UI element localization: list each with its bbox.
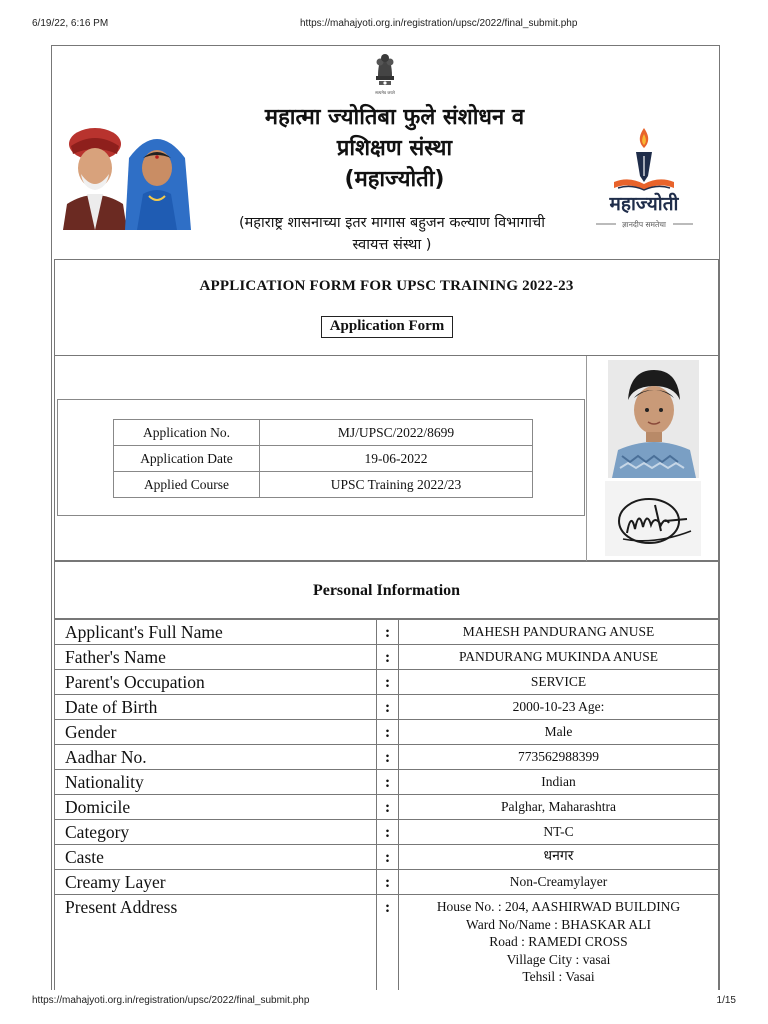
dob-value: 2000-10-23 Age:	[399, 695, 719, 720]
table-row	[55, 720, 719, 745]
separator: :	[377, 620, 399, 645]
logo-name: महाज्योती	[609, 193, 679, 215]
institute-subtitle-line2: स्वायत्त संस्था )	[352, 237, 432, 253]
address-line: Village City : vasai	[506, 951, 611, 967]
table-row	[55, 620, 719, 645]
separator: :	[377, 745, 399, 770]
institute-header	[52, 46, 719, 259]
separator: :	[377, 895, 399, 991]
institute-title-line1: महात्मा ज्योतिबा फुले संशोधन व	[264, 105, 525, 130]
institute-title-line2: प्रशिक्षण संस्था	[336, 136, 453, 161]
applicant-photo	[608, 360, 699, 478]
table-row	[55, 745, 719, 770]
full-name-value: MAHESH PANDURANG ANUSE	[399, 620, 719, 645]
form-subheading: Application Form	[321, 316, 453, 338]
emblem-caption: सत्यमेव जयते	[375, 90, 395, 95]
aadhar-value: 773562988399	[399, 745, 719, 770]
table-row	[55, 845, 719, 870]
address-line: House No. : 204, AASHIRWAD BUILDING	[436, 899, 681, 914]
application-info-section	[54, 356, 719, 561]
application-no-label: Application No.	[114, 420, 260, 446]
logo-tagline: ज्ञानदीप समतेचा	[621, 220, 667, 229]
creamy-layer-value: Non-Creamylayer	[399, 870, 719, 895]
present-address-label: Present Address	[55, 895, 377, 991]
application-sheet	[51, 45, 720, 990]
table-row	[55, 870, 719, 895]
separator: :	[377, 870, 399, 895]
gender-label: Gender	[55, 720, 377, 745]
print-header	[0, 0, 768, 40]
personal-info-heading: Personal Information	[312, 582, 461, 599]
category-label: Category	[55, 820, 377, 845]
separator: :	[377, 770, 399, 795]
application-info-frame	[57, 399, 585, 516]
separator: :	[377, 820, 399, 845]
print-url: https://mahajyoti.org.in/registration/upsc/2022/final_submit.php	[300, 18, 578, 29]
nationality-label: Nationality	[55, 770, 377, 795]
domicile-value: Palghar, Maharashtra	[399, 795, 719, 820]
address-line: Road : RAMEDI CROSS	[489, 934, 628, 949]
footer-url: https://mahajyoti.org.in/registration/upsc/2022/final_submit.php	[32, 995, 310, 1006]
table-row	[114, 446, 533, 472]
table-row	[55, 770, 719, 795]
father-name-label: Father's Name	[55, 645, 377, 670]
personal-info-heading-section	[54, 561, 719, 619]
national-emblem-icon	[370, 48, 400, 98]
institute-title-line3: (महाज्योती)	[344, 167, 445, 192]
table-row	[55, 795, 719, 820]
parent-occupation-value: SERVICE	[399, 670, 719, 695]
application-date-value: 19-06-2022	[260, 446, 533, 472]
separator: :	[377, 670, 399, 695]
institute-subtitle-line1: (महाराष्ट्र शासनाच्या इतर मागास बहुजन कल्याण विभागाची	[238, 215, 546, 231]
father-name-value: PANDURANG MUKINDA ANUSE	[399, 645, 719, 670]
separator: :	[377, 645, 399, 670]
table-row	[55, 820, 719, 845]
separator: :	[377, 845, 399, 870]
application-no-value: MJ/UPSC/2022/8699	[260, 420, 533, 446]
applied-course-label: Applied Course	[114, 472, 260, 498]
table-row	[114, 420, 533, 446]
personal-info-table	[54, 619, 719, 990]
print-timestamp: 6/19/22, 6:16 PM	[32, 18, 109, 29]
applicant-signature	[605, 481, 701, 556]
table-row	[114, 472, 533, 498]
table-row	[55, 670, 719, 695]
domicile-label: Domicile	[55, 795, 377, 820]
full-name-label: Applicant's Full Name	[55, 620, 377, 645]
table-row	[55, 645, 719, 670]
parent-occupation-label: Parent's Occupation	[55, 670, 377, 695]
caste-label: Caste	[55, 845, 377, 870]
photo-column-divider	[586, 356, 587, 561]
table-row	[55, 695, 719, 720]
separator: :	[377, 720, 399, 745]
application-info-table	[113, 419, 533, 498]
gender-value: Male	[399, 720, 719, 745]
address-line: Tehsil : Vasai	[522, 969, 595, 984]
address-line: Ward No/Name : BHASKAR ALI	[466, 916, 651, 932]
form-heading: APPLICATION FORM FOR UPSC TRAINING 2022-23	[199, 278, 574, 294]
print-footer	[0, 990, 768, 1024]
separator: :	[377, 795, 399, 820]
application-date-label: Application Date	[114, 446, 260, 472]
form-title-section	[54, 259, 719, 356]
dob-label: Date of Birth	[55, 695, 377, 720]
nationality-value: Indian	[399, 770, 719, 795]
aadhar-label: Aadhar No.	[55, 745, 377, 770]
table-row	[55, 895, 719, 991]
mahajyoti-logo-icon	[582, 124, 707, 236]
applied-course-value: UPSC Training 2022/23	[260, 472, 533, 498]
creamy-layer-label: Creamy Layer	[55, 870, 377, 895]
present-address-value	[399, 895, 719, 991]
founders-portrait-icon	[57, 124, 195, 230]
separator: :	[377, 695, 399, 720]
page-number: 1/15	[716, 995, 736, 1006]
caste-value: धनगर	[399, 845, 719, 870]
category-value: NT-C	[399, 820, 719, 845]
